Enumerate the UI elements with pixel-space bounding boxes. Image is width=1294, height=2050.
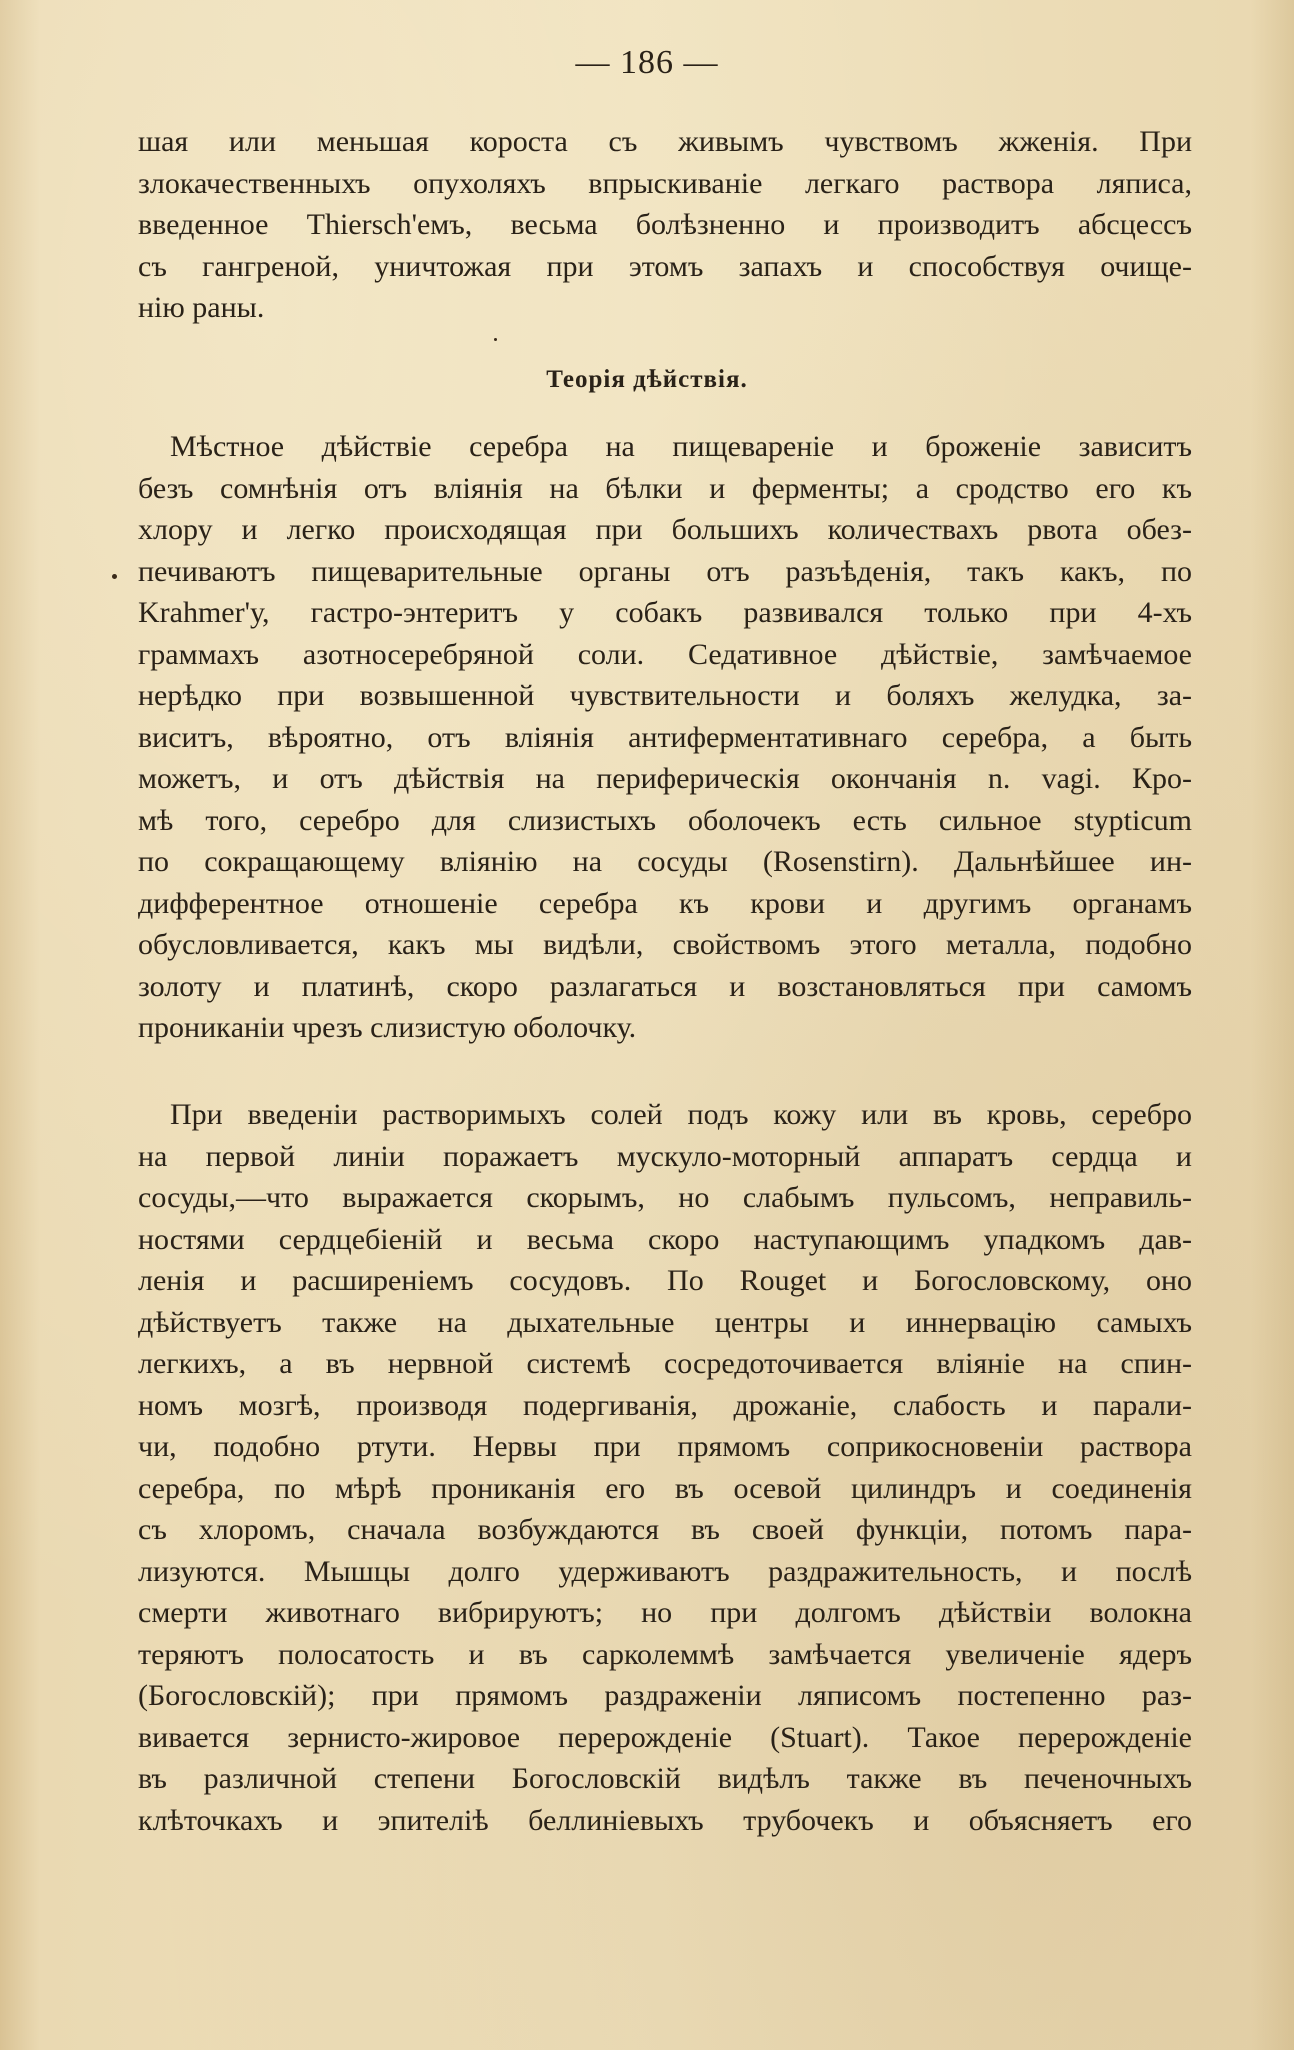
paragraph-continuation xyxy=(138,121,1192,329)
text-line: (Богословскій); при прямомъ раздраженіи ляписомъ постепенно раз- xyxy=(138,1679,1192,1712)
paragraph-injection-action xyxy=(138,1094,1192,1841)
text-line: по сокращающему вліянію на сосуды (Rosenstirn). Дальнѣйшее ин- xyxy=(138,845,1192,878)
text-line: золоту и платинѣ, скоро разлагаться и возстановляться при самомъ xyxy=(138,969,1192,1003)
text-line: безъ сомнѣнія отъ вліянія на бѣлки и ферменты; а сродство его къ xyxy=(138,471,1192,505)
text-line: проникaніи чрезъ слизистую оболочку. xyxy=(138,1011,637,1044)
text-line: съ гангреной, уничтожая при этомъ запахъ и способствуя очище- xyxy=(138,249,1192,283)
text-line: введенное Thiersch'емъ, весьма болѣзненно и производитъ абсцессъ xyxy=(138,208,1192,241)
text-line: теряютъ полосатость и въ сарколеммѣ замѣчается увеличеніе ядеръ xyxy=(138,1637,1192,1671)
text-line: нію раны. xyxy=(138,291,265,324)
text-line: шая или меньшая корoста съ живымъ чувствомъ жженія. При xyxy=(138,125,1192,158)
text-line: граммахъ азотносеребряной соли. Седативное дѣйствіе, замѣчаемое xyxy=(138,637,1192,671)
ink-speck xyxy=(112,574,117,579)
text-line: клѣточкахъ и эпителіѣ беллиніевыхъ трубочекъ и объясняетъ его xyxy=(138,1803,1192,1837)
text-line: лизуются. Мышцы долго удерживаютъ раздражительность, и послѣ xyxy=(138,1554,1192,1588)
ink-speck xyxy=(494,338,497,341)
text-line: обусловливается, какъ мы видѣли, свойствомъ этого металла, подобно xyxy=(138,928,1192,961)
text-line: ностями сердцебіеній и весьма скоро наступающимъ упадкомъ дав- xyxy=(138,1222,1192,1256)
text-line: можетъ, и отъ дѣйствія на периферическія окончанія n. vagi. Кро- xyxy=(138,762,1192,795)
text-line: сосуды,—что выражается скорымъ, но слабымъ пульсомъ, неправиль- xyxy=(138,1181,1192,1214)
text-line: нерѣдко при возвышенной чувствительности и боляхъ желудка, за- xyxy=(138,679,1192,712)
paragraph-local-action xyxy=(138,426,1192,1049)
text-line: злокачественныхъ опухоляхъ впрыскиваніе легкаго раствора ляписа, xyxy=(138,166,1192,200)
text-line: легкихъ, а въ нервной системѣ сосредоточивается вліяніе на спин- xyxy=(138,1347,1192,1380)
text-line: ленія и расширеніемъ сосудовъ. По Rouget и Богословскому, оно xyxy=(138,1264,1192,1297)
text-line: Krahmer'у, гастро-энтеритъ у собакъ развивался только при 4-хъ xyxy=(138,596,1192,629)
text-line: вивается зернисто-жировое перерожденіе (Stuart). Такое перерожденіе xyxy=(138,1720,1192,1754)
text-line: Мѣстное дѣйствіе серебра на пищевареніе и броженіе зависитъ xyxy=(170,430,1192,463)
section-heading: Теорія дѣйствія. xyxy=(546,366,748,393)
text-line: номъ мозгѣ, производя подергиванія, дрожаніе, слабость и парали- xyxy=(138,1388,1192,1422)
text-line: мѣ того, серебро для слизистыхъ оболочекъ есть сильное stypticum xyxy=(138,803,1192,837)
text-line: хлору и легко происходящая при большихъ количествахъ рвота обез- xyxy=(138,513,1192,546)
text-line: съ хлоромъ, сначала возбуждаются въ своей функціи, потомъ пара- xyxy=(138,1513,1192,1546)
text-line: виситъ, вѣроятно, отъ вліянія антиферментативнаго серебра, а быть xyxy=(138,720,1192,754)
text-line: смерти животнаго вибрируютъ; но при долгомъ дѣйствіи волокна xyxy=(138,1596,1192,1629)
text-line: При введеніи растворимыхъ солей подъ кожу или въ кровь, серебро xyxy=(170,1098,1192,1131)
text-line: дифферентное отношеніе серебра къ крови и другимъ органамъ xyxy=(138,886,1192,920)
text-line: серебра, по мѣрѣ проникaнія его въ осевой цилиндръ и соединенія xyxy=(138,1471,1192,1505)
text-line: чи, подобно ртути. Нервы при прямомъ соприкосновеніи раствора xyxy=(138,1430,1192,1463)
text-line: на первой линіи поражаетъ мускуло-моторный аппаратъ сердца и xyxy=(138,1139,1192,1173)
page-number: — 186 — xyxy=(575,44,719,81)
text-line: дѣйствуетъ также на дыхательные центры и иннервацію самыхъ xyxy=(138,1305,1192,1339)
text-line: печиваютъ пищеварительные органы отъ разъѣденія, такъ какъ, по xyxy=(138,554,1192,588)
text-line: въ различной степени Богословскій видѣлъ также въ печеночныхъ xyxy=(138,1762,1192,1795)
